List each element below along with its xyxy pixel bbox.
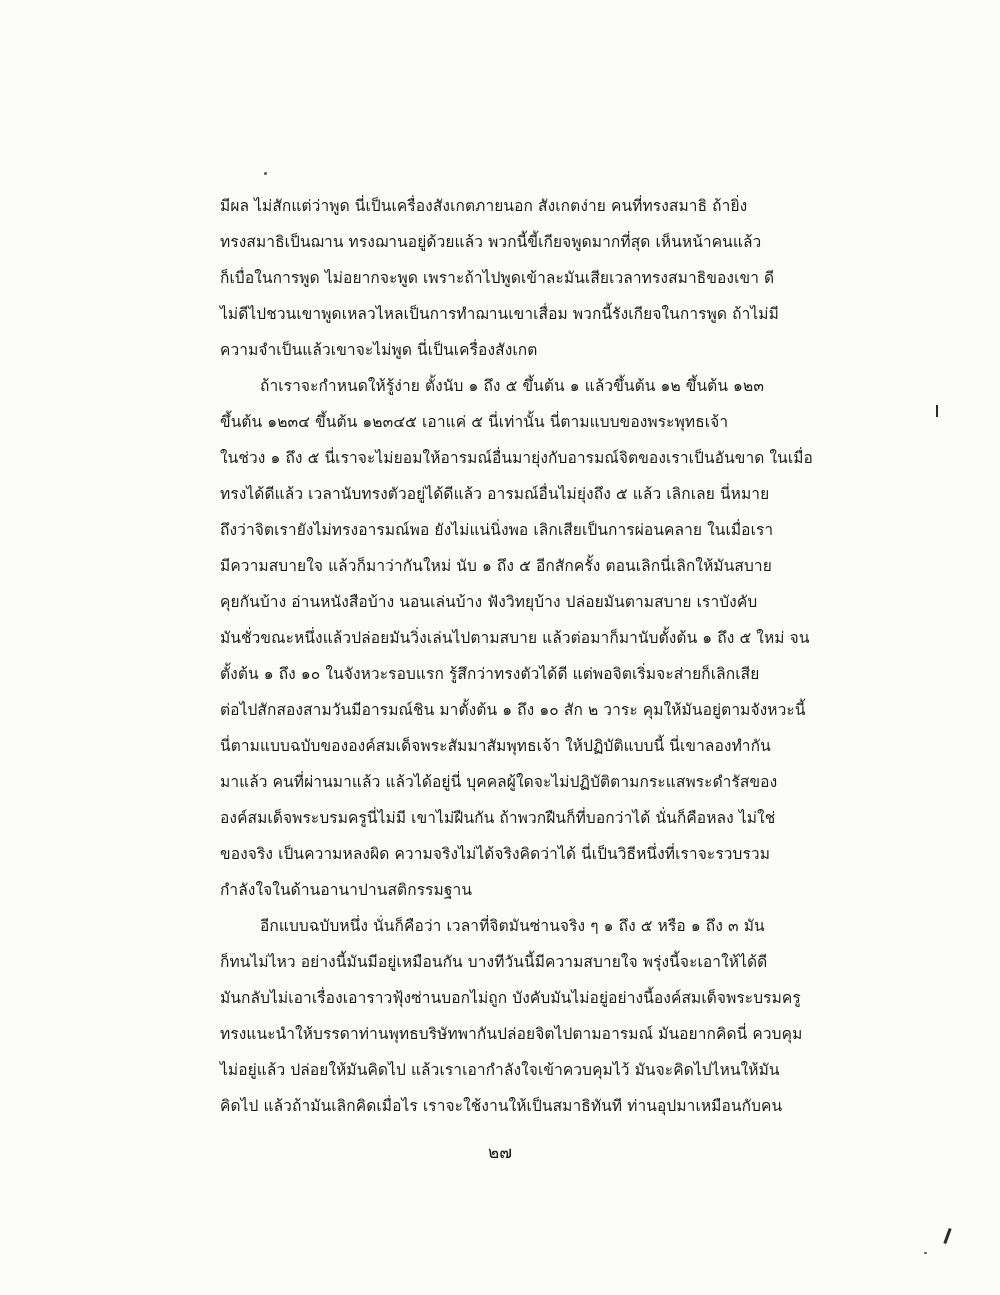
text-line: ทรงแนะนำให้บรรดาท่านพุทธบริษัทพากันปล่อยจิตไปตามอารมณ์ มันอยากคิดนี่ ควบคุม [220,1025,803,1043]
text-line: ก็เบื่อในการพูด ไม่อยากจะพูด เพราะถ้าไปพูดเข้าละมันเสียเวลาทรงสมาธิของเขา ดี [220,269,775,287]
text-line: ในช่วง ๑ ถึง ๕ นี่เราจะไม่ยอมให้อารมณ์อื่นมายุ่งกับอารมณ์จิตของเราเป็นอันขาด ในเมื่อ [220,449,813,467]
text-line: ไม่อยู่แล้ว ปล่อยให้มันคิดไป แล้วเราเอากำลังใจเข้าควบคุมไว้ มันจะคิดไปไหนให้มัน [220,1061,780,1079]
text-line: ต่อไปสักสองสามวันมีอารมณ์ชิน มาตั้งต้น ๑ ถึง ๑๐ สัก ๒ วาระ คุมให้มันอยู่ตามจังหวะนี้ [220,701,806,719]
text-line: ทรงได้ดีแล้ว เวลานับทรงตัวอยู่ได้ดีแล้ว อารมณ์อื่นไม่ยุ่งถึง ๕ แล้ว เลิกเลย นี่หมาย [220,485,770,503]
text-line: มีความสบายใจ แล้วก็มาว่ากันใหม่ นับ ๑ ถึง ๕ อีกสักครั้ง ตอนเลิกนี่เลิกให้มันสบาย [220,557,772,575]
scan-speck [264,172,267,175]
page-number: ๒๗ [488,1143,512,1163]
scan-speck [924,1252,927,1254]
text-line: ถ้าเราจะกำหนดให้รู้ง่าย ตั้งนับ ๑ ถึง ๕ ขึ้นต้น ๑ แล้วขึ้นต้น ๑๒ ขึ้นต้น ๑๒๓ [260,377,765,395]
text-line: อีกแบบฉบับหนึ่ง นั่นก็คือว่า เวลาที่จิตมันซ่านจริง ๆ ๑ ถึง ๕ หรือ ๑ ถึง ๓ มัน [260,917,765,935]
text-line: กำลังใจในด้านอานาปานสติกรรมฐาน [220,881,473,899]
text-line: ของจริง เป็นความหลงผิด ความจริงไม่ได้จริงคิดว่าได้ นี่เป็นวิธีหนึ่งที่เราจะรวบรวม [220,845,771,863]
text-line: มันกลับไม่เอาเรื่องเอาราวฟุ้งซ่านบอกไม่ถูก บังคับมันไม่อยู่อย่างนี้องค์สมเด็จพระบรมครู [220,989,801,1007]
text-line: นี่ตามแบบฉบับขององค์สมเด็จพระสัมมาสัมพุทธเจ้า ให้ปฏิบัติแบบนี้ นี่เขาลองทำกัน [220,737,771,755]
text-line: ทรงสมาธิเป็นฌาน ทรงฌานอยู่ด้วยแล้ว พวกนี้ขี้เกียจพูดมากที่สุด เห็นหน้าคนแล้ว [220,233,762,251]
text-line: ความจำเป็นแล้วเขาจะไม่พูด นี่เป็นเครื่องสังเกต [220,341,538,359]
text-line: คิดไป แล้วถ้ามันเลิกคิดเมื่อไร เราจะใช้งานให้เป็นสมาธิทันที ท่านอุปมาเหมือนกับคน [220,1097,783,1115]
text-line: องค์สมเด็จพระบรมครูนี่ไม่มี เขาไม่ฝืนกัน ถ้าพวกฝืนก็ที่บอกว่าได้ นั่นก็คือหลง ไม่ใช่ [220,809,776,827]
text-line: ไม่ดีไปชวนเขาพูดเหลวไหลเป็นการทำฌานเขาเสื่อม พวกนี้รังเกียจในการพูด ถ้าไม่มี [220,305,779,323]
text-line: มันชั่วขณะหนึ่งแล้วปล่อยมันวิ่งเล่นไปตามสบาย แล้วต่อมาก็มานับตั้งต้น ๑ ถึง ๕ ใหม่ จน [220,629,810,647]
text-line: ขึ้นต้น ๑๒๓๔ ขึ้นต้น ๑๒๓๔๕ เอาแค่ ๕ นี่เท่านั้น นี่ตามแบบของพระพุทธเจ้า [220,413,729,431]
text-line: ตั้งต้น ๑ ถึง ๑๐ ในจังหวะรอบแรก รู้สึกว่าทรงตัวได้ดี แต่พอจิตเริ่มจะส่ายก็เลิกเสีย [220,665,760,683]
text-line: คุยกันบ้าง อ่านหนังสือบ้าง นอนเล่นบ้าง ฟังวิทยุบ้าง ปล่อยมันตามสบาย เราบังคับ [220,593,758,611]
scan-mark [936,405,938,417]
text-line: ถึงว่าจิตเรายังไม่ทรงอารมณ์พอ ยังไม่แน่นิ่งพอ เลิกเสียเป็นการผ่อนคลาย ในเมื่อเรา [220,521,774,539]
text-line: ก็ทนไม่ไหว อย่างนี้มันมีอยู่เหมือนกัน บางทีวันนี้มีความสบายใจ พรุ่งนี้จะเอาให้ได้ดี [220,953,768,971]
text-line: มาแล้ว คนที่ผ่านมาแล้ว แล้วได้อยู่นี่ บุคคลผู้ใดจะไม่ปฏิบัติตามกระแสพระดำรัสของ [220,773,778,791]
text-line: มีผล ไม่สักแต่ว่าพูด นี่เป็นเครื่องสังเกตภายนอก สังเกตง่าย คนที่ทรงสมาธิ ถ้ายิ่ง [220,197,748,215]
